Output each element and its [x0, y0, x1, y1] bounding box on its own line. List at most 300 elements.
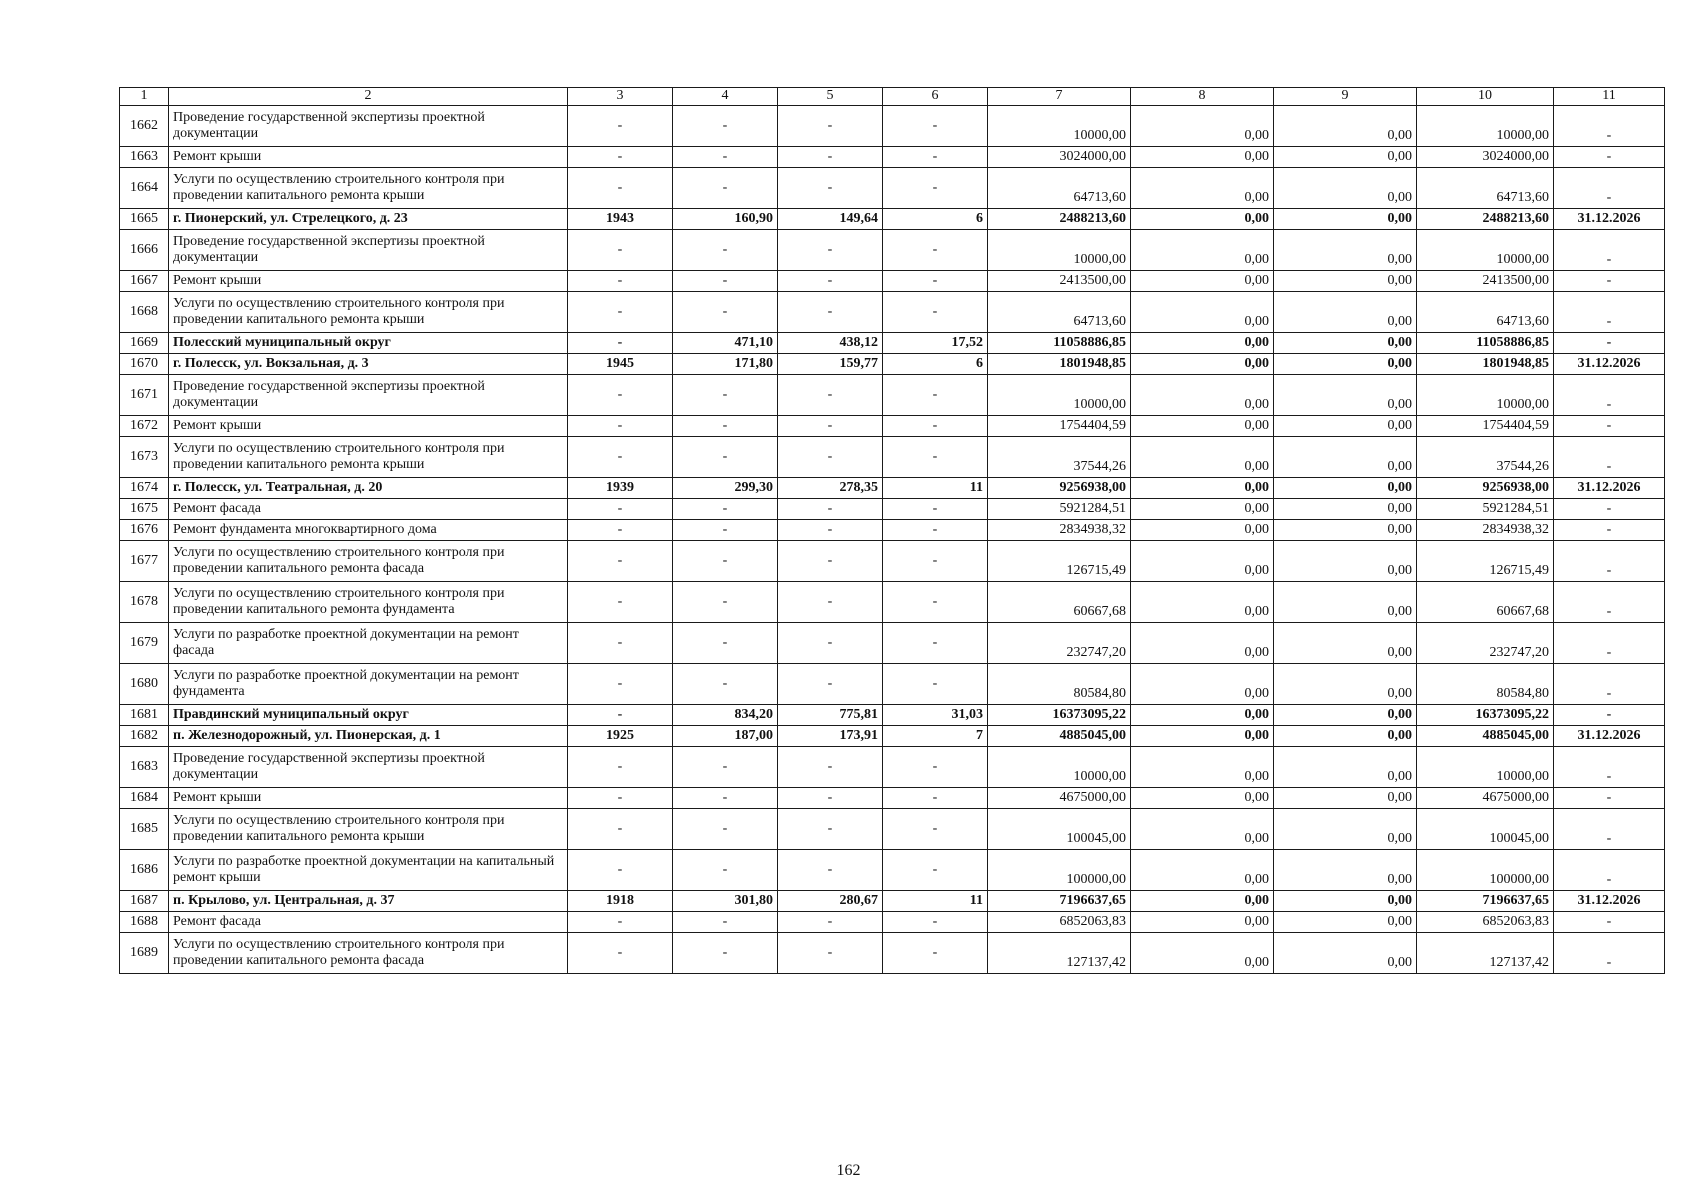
total-area: -	[673, 520, 778, 541]
column-number: 7	[988, 88, 1131, 106]
column-number: 2	[169, 88, 568, 106]
owner-cost: 10000,00	[1417, 747, 1554, 788]
deadline: -	[1554, 416, 1665, 437]
row-number: 1663	[120, 147, 169, 168]
budget-cost: 0,00	[1274, 499, 1417, 520]
deadline: -	[1554, 292, 1665, 333]
deadline: -	[1554, 499, 1665, 520]
budget-cost: 0,00	[1274, 747, 1417, 788]
fund-cost: 0,00	[1131, 664, 1274, 705]
owner-cost: 3024000,00	[1417, 147, 1554, 168]
apartments: -	[883, 230, 988, 271]
living-area: -	[778, 271, 883, 292]
subtotal-row	[120, 726, 1665, 747]
budget-cost: 0,00	[1274, 664, 1417, 705]
living-area: -	[778, 147, 883, 168]
row-number: 1682	[120, 726, 169, 747]
deadline: -	[1554, 271, 1665, 292]
fund-cost: 0,00	[1131, 354, 1274, 375]
living-area: -	[778, 912, 883, 933]
build-year: -	[568, 664, 673, 705]
subtotal-row	[120, 333, 1665, 354]
deadline: -	[1554, 168, 1665, 209]
apartments: -	[883, 375, 988, 416]
owner-cost: 7196637,65	[1417, 891, 1554, 912]
total-cost: 10000,00	[988, 375, 1131, 416]
build-year: -	[568, 850, 673, 891]
work-description: Услуги по осуществлению строительного контроля при проведении капитального ремонта фасада	[169, 541, 568, 582]
total-area: -	[673, 664, 778, 705]
fund-cost: 0,00	[1131, 705, 1274, 726]
work-description: Ремонт фасада	[169, 912, 568, 933]
column-number: 6	[883, 88, 988, 106]
total-area: -	[673, 168, 778, 209]
fund-cost: 0,00	[1131, 623, 1274, 664]
table-row	[120, 292, 1665, 333]
fund-cost: 0,00	[1131, 912, 1274, 933]
deadline: 31.12.2026	[1554, 891, 1665, 912]
row-number: 1678	[120, 582, 169, 623]
build-year: -	[568, 437, 673, 478]
fund-cost: 0,00	[1131, 933, 1274, 974]
work-description: Услуги по разработке проектной документации на ремонт фундамента	[169, 664, 568, 705]
deadline: -	[1554, 747, 1665, 788]
budget-cost: 0,00	[1274, 726, 1417, 747]
owner-cost: 80584,80	[1417, 664, 1554, 705]
fund-cost: 0,00	[1131, 147, 1274, 168]
total-area: 834,20	[673, 705, 778, 726]
total-cost: 3024000,00	[988, 147, 1131, 168]
budget-cost: 0,00	[1274, 850, 1417, 891]
apartments: -	[883, 499, 988, 520]
living-area: 280,67	[778, 891, 883, 912]
work-description: Проведение государственной экспертизы проектной документации	[169, 230, 568, 271]
deadline: -	[1554, 437, 1665, 478]
work-description: п. Железнодорожный, ул. Пионерская, д. 1	[169, 726, 568, 747]
table-row	[120, 230, 1665, 271]
budget-cost: 0,00	[1274, 478, 1417, 499]
total-area: -	[673, 623, 778, 664]
living-area: -	[778, 664, 883, 705]
subtotal-row	[120, 354, 1665, 375]
work-description: г. Полесск, ул. Театральная, д. 20	[169, 478, 568, 499]
row-number: 1688	[120, 912, 169, 933]
budget-cost: 0,00	[1274, 705, 1417, 726]
deadline: 31.12.2026	[1554, 478, 1665, 499]
work-description: Услуги по осуществлению строительного контроля при проведении капитального ремонта крыши	[169, 809, 568, 850]
budget-cost: 0,00	[1274, 147, 1417, 168]
budget-cost: 0,00	[1274, 271, 1417, 292]
column-number-row	[120, 88, 1665, 106]
work-description: Проведение государственной экспертизы проектной документации	[169, 375, 568, 416]
row-number: 1687	[120, 891, 169, 912]
owner-cost: 1801948,85	[1417, 354, 1554, 375]
budget-cost: 0,00	[1274, 375, 1417, 416]
build-year: -	[568, 623, 673, 664]
build-year: -	[568, 933, 673, 974]
build-year: 1943	[568, 209, 673, 230]
total-area: -	[673, 147, 778, 168]
row-number: 1666	[120, 230, 169, 271]
register-sheet	[119, 87, 1664, 974]
subtotal-row	[120, 209, 1665, 230]
total-cost: 64713,60	[988, 168, 1131, 209]
total-area: 187,00	[673, 726, 778, 747]
owner-cost: 127137,42	[1417, 933, 1554, 974]
apartments: 17,52	[883, 333, 988, 354]
column-number: 5	[778, 88, 883, 106]
row-number: 1667	[120, 271, 169, 292]
table-row	[120, 933, 1665, 974]
owner-cost: 2834938,32	[1417, 520, 1554, 541]
row-number: 1674	[120, 478, 169, 499]
work-description: Услуги по осуществлению строительного контроля при проведении капитального ремонта крыши	[169, 168, 568, 209]
owner-cost: 11058886,85	[1417, 333, 1554, 354]
fund-cost: 0,00	[1131, 809, 1274, 850]
apartments: -	[883, 933, 988, 974]
work-description: Услуги по осуществлению строительного контроля при проведении капитального ремонта крыши	[169, 292, 568, 333]
living-area: -	[778, 809, 883, 850]
work-description: Услуги по осуществлению строительного контроля при проведении капитального ремонта фасада	[169, 933, 568, 974]
work-description: Проведение государственной экспертизы проектной документации	[169, 106, 568, 147]
apartments: 31,03	[883, 705, 988, 726]
deadline: 31.12.2026	[1554, 354, 1665, 375]
owner-cost: 16373095,22	[1417, 705, 1554, 726]
build-year: -	[568, 292, 673, 333]
row-number: 1670	[120, 354, 169, 375]
owner-cost: 37544,26	[1417, 437, 1554, 478]
owner-cost: 60667,68	[1417, 582, 1554, 623]
build-year: -	[568, 168, 673, 209]
living-area: -	[778, 106, 883, 147]
deadline: -	[1554, 520, 1665, 541]
total-area: -	[673, 541, 778, 582]
living-area: -	[778, 850, 883, 891]
total-area: -	[673, 271, 778, 292]
apartments: -	[883, 147, 988, 168]
work-description: п. Крылово, ул. Центральная, д. 37	[169, 891, 568, 912]
living-area: -	[778, 582, 883, 623]
table-row	[120, 437, 1665, 478]
apartments: -	[883, 809, 988, 850]
deadline: -	[1554, 582, 1665, 623]
deadline: -	[1554, 147, 1665, 168]
owner-cost: 10000,00	[1417, 375, 1554, 416]
living-area: 149,64	[778, 209, 883, 230]
subtotal-row	[120, 891, 1665, 912]
total-cost: 9256938,00	[988, 478, 1131, 499]
budget-cost: 0,00	[1274, 230, 1417, 271]
table-row	[120, 147, 1665, 168]
page-number: 162	[836, 1162, 861, 1179]
fund-cost: 0,00	[1131, 106, 1274, 147]
fund-cost: 0,00	[1131, 520, 1274, 541]
total-area: 301,80	[673, 891, 778, 912]
owner-cost: 4675000,00	[1417, 788, 1554, 809]
fund-cost: 0,00	[1131, 747, 1274, 788]
work-description: г. Пионерский, ул. Стрелецкого, д. 23	[169, 209, 568, 230]
work-description: Ремонт крыши	[169, 788, 568, 809]
build-year: -	[568, 106, 673, 147]
deadline: -	[1554, 664, 1665, 705]
total-area: -	[673, 499, 778, 520]
work-description: г. Полесск, ул. Вокзальная, д. 3	[169, 354, 568, 375]
build-year: -	[568, 912, 673, 933]
deadline: -	[1554, 788, 1665, 809]
living-area: 775,81	[778, 705, 883, 726]
owner-cost: 6852063,83	[1417, 912, 1554, 933]
work-description: Услуги по осуществлению строительного контроля при проведении капитального ремонта фундамента	[169, 582, 568, 623]
budget-cost: 0,00	[1274, 912, 1417, 933]
living-area: 438,12	[778, 333, 883, 354]
column-number: 3	[568, 88, 673, 106]
apartments: -	[883, 912, 988, 933]
total-cost: 2834938,32	[988, 520, 1131, 541]
total-area: -	[673, 850, 778, 891]
owner-cost: 10000,00	[1417, 230, 1554, 271]
apartments: -	[883, 623, 988, 664]
deadline: -	[1554, 230, 1665, 271]
build-year: -	[568, 230, 673, 271]
table-row	[120, 623, 1665, 664]
apartments: 11	[883, 891, 988, 912]
total-area: -	[673, 912, 778, 933]
column-number: 1	[120, 88, 169, 106]
row-number: 1668	[120, 292, 169, 333]
owner-cost: 64713,60	[1417, 168, 1554, 209]
living-area: -	[778, 747, 883, 788]
apartments: 7	[883, 726, 988, 747]
column-number: 4	[673, 88, 778, 106]
fund-cost: 0,00	[1131, 541, 1274, 582]
build-year: -	[568, 499, 673, 520]
build-year: -	[568, 375, 673, 416]
deadline: -	[1554, 623, 1665, 664]
owner-cost: 2488213,60	[1417, 209, 1554, 230]
living-area: 159,77	[778, 354, 883, 375]
budget-cost: 0,00	[1274, 437, 1417, 478]
apartments: -	[883, 437, 988, 478]
apartments: -	[883, 168, 988, 209]
table-row	[120, 809, 1665, 850]
row-number: 1685	[120, 809, 169, 850]
budget-cost: 0,00	[1274, 891, 1417, 912]
table-row	[120, 416, 1665, 437]
total-cost: 64713,60	[988, 292, 1131, 333]
owner-cost: 1754404,59	[1417, 416, 1554, 437]
budget-cost: 0,00	[1274, 623, 1417, 664]
budget-cost: 0,00	[1274, 333, 1417, 354]
work-description: Проведение государственной экспертизы проектной документации	[169, 747, 568, 788]
build-year: -	[568, 333, 673, 354]
apartments: -	[883, 541, 988, 582]
budget-cost: 0,00	[1274, 354, 1417, 375]
living-area: -	[778, 541, 883, 582]
total-cost: 127137,42	[988, 933, 1131, 974]
fund-cost: 0,00	[1131, 582, 1274, 623]
apartments: 11	[883, 478, 988, 499]
build-year: 1925	[568, 726, 673, 747]
table-row	[120, 912, 1665, 933]
living-area: -	[778, 416, 883, 437]
living-area: -	[778, 933, 883, 974]
deadline: -	[1554, 933, 1665, 974]
work-description: Услуги по разработке проектной документации на ремонт фасада	[169, 623, 568, 664]
budget-cost: 0,00	[1274, 520, 1417, 541]
total-area: -	[673, 809, 778, 850]
total-cost: 80584,80	[988, 664, 1131, 705]
row-number: 1677	[120, 541, 169, 582]
budget-cost: 0,00	[1274, 541, 1417, 582]
work-description: Ремонт крыши	[169, 416, 568, 437]
column-number: 9	[1274, 88, 1417, 106]
apartments: -	[883, 747, 988, 788]
apartments: -	[883, 788, 988, 809]
work-description: Правдинский муниципальный округ	[169, 705, 568, 726]
table-row	[120, 271, 1665, 292]
fund-cost: 0,00	[1131, 726, 1274, 747]
table-row	[120, 375, 1665, 416]
deadline: -	[1554, 541, 1665, 582]
total-cost: 60667,68	[988, 582, 1131, 623]
total-area: -	[673, 747, 778, 788]
table-row	[120, 788, 1665, 809]
work-description: Ремонт крыши	[169, 147, 568, 168]
fund-cost: 0,00	[1131, 375, 1274, 416]
row-number: 1662	[120, 106, 169, 147]
total-area: -	[673, 582, 778, 623]
total-cost: 126715,49	[988, 541, 1131, 582]
living-area: -	[778, 230, 883, 271]
row-number: 1673	[120, 437, 169, 478]
table-row	[120, 541, 1665, 582]
build-year: 1939	[568, 478, 673, 499]
build-year: -	[568, 582, 673, 623]
deadline: 31.12.2026	[1554, 726, 1665, 747]
apartments: -	[883, 850, 988, 891]
apartments: -	[883, 292, 988, 333]
living-area: -	[778, 623, 883, 664]
apartments: -	[883, 520, 988, 541]
table-row	[120, 520, 1665, 541]
total-cost: 100045,00	[988, 809, 1131, 850]
living-area: -	[778, 499, 883, 520]
row-number: 1681	[120, 705, 169, 726]
fund-cost: 0,00	[1131, 891, 1274, 912]
total-cost: 1801948,85	[988, 354, 1131, 375]
living-area: 173,91	[778, 726, 883, 747]
living-area: 278,35	[778, 478, 883, 499]
owner-cost: 232747,20	[1417, 623, 1554, 664]
total-cost: 4675000,00	[988, 788, 1131, 809]
build-year: -	[568, 271, 673, 292]
total-area: -	[673, 437, 778, 478]
fund-cost: 0,00	[1131, 788, 1274, 809]
total-cost: 6852063,83	[988, 912, 1131, 933]
row-number: 1675	[120, 499, 169, 520]
work-description: Полесский муниципальный округ	[169, 333, 568, 354]
table-row	[120, 747, 1665, 788]
table-row	[120, 850, 1665, 891]
apartments: -	[883, 416, 988, 437]
total-cost: 232747,20	[988, 623, 1131, 664]
row-number: 1664	[120, 168, 169, 209]
total-cost: 100000,00	[988, 850, 1131, 891]
fund-cost: 0,00	[1131, 478, 1274, 499]
owner-cost: 4885045,00	[1417, 726, 1554, 747]
fund-cost: 0,00	[1131, 437, 1274, 478]
total-cost: 11058886,85	[988, 333, 1131, 354]
deadline: 31.12.2026	[1554, 209, 1665, 230]
apartments: -	[883, 106, 988, 147]
living-area: -	[778, 168, 883, 209]
deadline: -	[1554, 106, 1665, 147]
owner-cost: 64713,60	[1417, 292, 1554, 333]
subtotal-row	[120, 478, 1665, 499]
total-cost: 1754404,59	[988, 416, 1131, 437]
capital-repair-table	[119, 87, 1665, 974]
table-row	[120, 582, 1665, 623]
fund-cost: 0,00	[1131, 230, 1274, 271]
budget-cost: 0,00	[1274, 582, 1417, 623]
column-number: 11	[1554, 88, 1665, 106]
table-row	[120, 168, 1665, 209]
total-cost: 5921284,51	[988, 499, 1131, 520]
build-year: -	[568, 520, 673, 541]
apartments: -	[883, 271, 988, 292]
work-description: Услуги по разработке проектной документации на капитальный ремонт крыши	[169, 850, 568, 891]
owner-cost: 10000,00	[1417, 106, 1554, 147]
total-area: 471,10	[673, 333, 778, 354]
owner-cost: 2413500,00	[1417, 271, 1554, 292]
owner-cost: 100000,00	[1417, 850, 1554, 891]
fund-cost: 0,00	[1131, 168, 1274, 209]
build-year: 1918	[568, 891, 673, 912]
total-area: -	[673, 375, 778, 416]
row-number: 1683	[120, 747, 169, 788]
total-area: 160,90	[673, 209, 778, 230]
deadline: -	[1554, 705, 1665, 726]
fund-cost: 0,00	[1131, 416, 1274, 437]
budget-cost: 0,00	[1274, 788, 1417, 809]
living-area: -	[778, 788, 883, 809]
total-area: -	[673, 230, 778, 271]
budget-cost: 0,00	[1274, 209, 1417, 230]
build-year: -	[568, 747, 673, 788]
row-number: 1689	[120, 933, 169, 974]
total-cost: 7196637,65	[988, 891, 1131, 912]
apartments: 6	[883, 209, 988, 230]
apartments: -	[883, 664, 988, 705]
work-description: Услуги по осуществлению строительного контроля при проведении капитального ремонта крыши	[169, 437, 568, 478]
total-cost: 4885045,00	[988, 726, 1131, 747]
total-area: 299,30	[673, 478, 778, 499]
deadline: -	[1554, 912, 1665, 933]
build-year: 1945	[568, 354, 673, 375]
total-area: -	[673, 292, 778, 333]
owner-cost: 5921284,51	[1417, 499, 1554, 520]
owner-cost: 126715,49	[1417, 541, 1554, 582]
total-cost: 16373095,22	[988, 705, 1131, 726]
work-description: Ремонт крыши	[169, 271, 568, 292]
apartments: -	[883, 582, 988, 623]
work-description: Ремонт фасада	[169, 499, 568, 520]
living-area: -	[778, 437, 883, 478]
total-cost: 2413500,00	[988, 271, 1131, 292]
budget-cost: 0,00	[1274, 106, 1417, 147]
deadline: -	[1554, 809, 1665, 850]
budget-cost: 0,00	[1274, 292, 1417, 333]
